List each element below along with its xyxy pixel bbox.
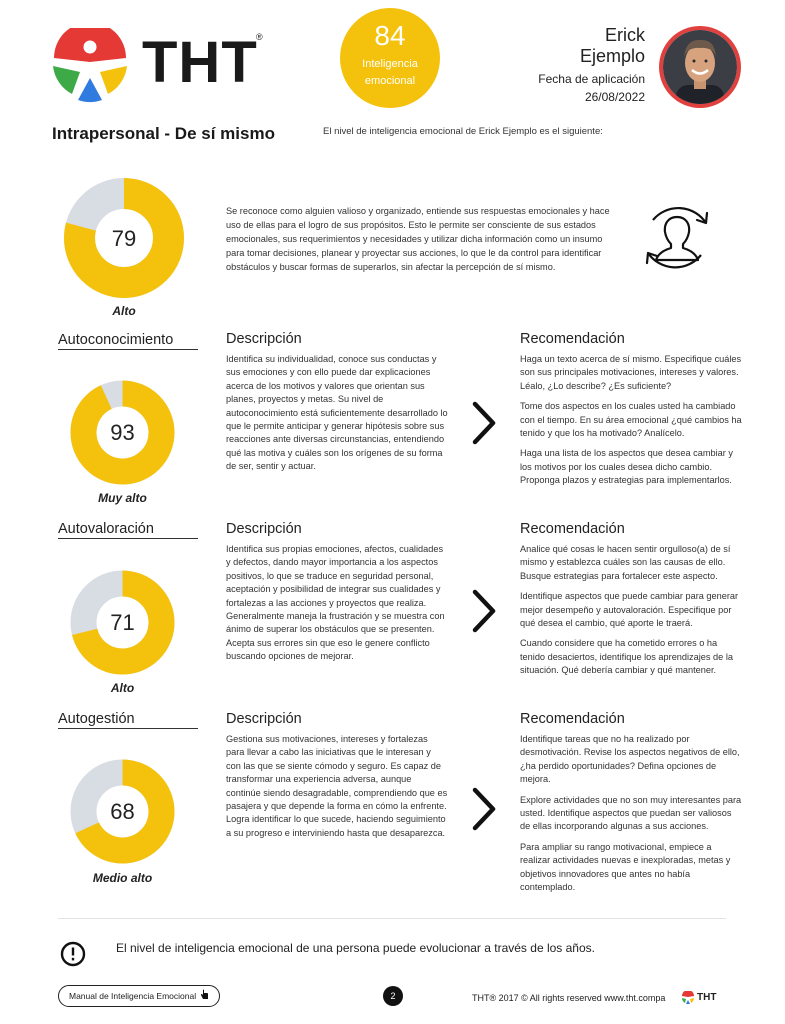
autovaloracion-description: Identifica sus propias emociones, afectos, cualidades y defectos, dando mayor importancia a los aspectos positivos, lo que se traduce en seguridad personal, aceptación y posibilidad de integrar sus cualidades y fortalezas a las acciones y proyectos que realiza. Generalmente maneja la frustración y se muestra con ánimo de superar los obstáculos que se presenten. Acepta sus errores sin que eso le genere conflicto buscando opciones de mejorar. (226, 544, 445, 662)
application-date (538, 70, 645, 106)
autovaloracion-level: Alto (110, 681, 135, 695)
person-cycle-icon (636, 197, 718, 279)
chevron-right-icon (468, 786, 498, 832)
manual-button[interactable] (58, 985, 220, 1007)
overall-score: 84 (374, 20, 406, 51)
date-value: 26/08/2022 (584, 90, 645, 104)
overall-score-badge (340, 8, 440, 108)
autoconocimiento-description-heading: Descripción (226, 331, 302, 347)
chevron-right-icon (468, 400, 498, 446)
main-score-value: 79 (111, 226, 137, 251)
chevron-right-icon (468, 588, 498, 634)
subsection-title-autovaloracion: Autovaloración (58, 521, 198, 539)
autoconocimiento-score: 93 (110, 420, 135, 445)
user-name (580, 25, 645, 67)
manual-button-label: Manual de Inteligencia Emocional (69, 991, 197, 1001)
autoconocimiento-description: Identifica su individualidad, conoce sus conductas y sus emociones y con ello puede dar explicaciones acerca de los motivos y valores que orientan sus planes, proyectos y metas. Su nivel de autoconocimiento está suficientemente desarrollado lo que le permite anticipar y generar hipótesis sobre sus reacciones ante diversas circunstancias, entendiendo qué las motiva y cuáles son los orígenes de su forma de ser, sentir y actuar. (226, 354, 448, 472)
tht-logo-icon (50, 28, 130, 108)
subsection-title-autogestion: Autogestión (58, 711, 198, 729)
autoconocimiento-recommendations (520, 353, 742, 495)
recommendation-item: Explore actividades que no son muy interesantes para usted. Identifique aspectos que puedan ser valiosos de ellas incorporando algunas a sus acciones. (520, 794, 742, 832)
page-number: 2 (383, 986, 403, 1006)
autovaloracion-score: 71 (110, 610, 135, 635)
autogestion-description-heading: Descripción (226, 711, 302, 727)
recommendation-item: Para ampliar su rango motivacional, empiece a realizar actividades nuevas e inexploradas, metas y objetivos innovadores que antes no había contemplado. (520, 841, 731, 893)
footer-note: El nivel de inteligencia emocional de una persona puede evolucionar a través de los años. (116, 941, 595, 955)
overall-score-label (340, 56, 440, 90)
score-label-line2: emocional (364, 75, 416, 87)
copyright: THT® 2017 © All rights reserved www.tht.compa (472, 993, 666, 1003)
main-level: Alto (112, 304, 136, 318)
autogestion-score: 68 (110, 799, 135, 824)
autovaloracion-recommendation-heading: Recomendación (520, 521, 625, 537)
score-label-line1: Inteligencia (362, 58, 418, 70)
subsection-title-autoconocimiento: Autoconocimiento (58, 332, 198, 350)
alert-circle-icon (60, 941, 86, 967)
section-intro: El nivel de inteligencia emocional de Erick Ejemplo es el siguiente: (323, 126, 603, 137)
user-photo (658, 25, 742, 109)
recommendation-item: Haga un texto acerca de sí mismo. Especifique cuáles son sus principales motivaciones, intereses y valores. Léalo, ¿Lo describe? ¿Es suficiente? (520, 354, 742, 391)
autogestion-recommendations (520, 733, 742, 901)
date-label: Fecha de aplicación (538, 72, 645, 86)
recommendation-item: Haga una lista de los aspectos que desea cambiar y los motivos por los cuales desea dicho cambio. Proponga plazos y estrategias para implementarlos. (520, 448, 733, 486)
recommendation-item: Identifique tareas que no ha realizado por desmotivación. Revise los aspectos negativos de ello, ¿ha perdido oportunidades? Defina opciones de mejora. (520, 734, 740, 785)
section-title: Intrapersonal - De sí mismo (52, 124, 275, 143)
registered-mark: ® (256, 32, 263, 42)
autogestion-recommendation-heading: Recomendación (520, 711, 625, 727)
footer-divider (58, 918, 726, 919)
recommendation-item: Tome dos aspectos en los cuales usted ha cambiado con el tiempo. En su área emocional ¿qué cambios ha tenido y que los ha motivado? Analícelo. (520, 401, 742, 439)
tht-mini-logo-icon (681, 991, 695, 1005)
autogestion-description: Gestiona sus motivaciones, intereses y fortalezas para llevar a cabo las iniciativas que le interesan y con las que se siente cómodo y seguro. Es capaz de transformar una experiencia adversa, aunque continúe siendo desagradable, comprendiendo que es pasajera y que depende la forma en cómo la enfrente. Logra identificar lo que sucede, haciendo seguimiento a su progreso e interviniendo hasta que desaparezca. (226, 734, 448, 838)
autovaloracion-description-heading: Descripción (226, 521, 302, 537)
logo-wordmark: THT (142, 30, 258, 95)
user-first-name: Erick (605, 25, 645, 45)
section-text: Se reconoce como alguien valioso y organizado, entiende sus respuestas emocionales y hace uso de ellas para el logro de sus propósitos. Esto le permite ser consciente de sus estados emocionales, sus requerimientos y necesidades y utilizar dicha información como un insumo para tomar decisiones, planear y proyectar sus acciones, lo que le da control para identificar obstáculos y buscar formas de superarlos, sin afectar la percepción de sí mismo. (226, 206, 610, 272)
recommendation-item: Cuando considere que ha cometido errores o ha tenido desaciertos, identifique los aprendizajes de la situación. Qué debería cambiar y qué mantener. (520, 638, 733, 676)
recommendation-item: Identifique aspectos que puede cambiar para generar mejor desempeño y autovaloración. Especifique por qué desea el cambio, qué aporte le traerá. (520, 591, 739, 629)
autoconocimiento-level: Muy alto (98, 491, 147, 505)
autovaloracion-recommendations (520, 543, 742, 685)
user-last-name: Ejemplo (579, 46, 645, 66)
recommendation-item: Analice qué cosas le hacen sentir orgulloso(a) de sí mismo y establezca cuáles son las causas de ello. Busque estrategias para fortalecer este aspecto. (520, 544, 731, 581)
mini-brand: THT (697, 992, 717, 1003)
hand-pointer-icon (200, 989, 209, 1000)
autoconocimiento-recommendation-heading: Recomendación (520, 331, 625, 347)
autogestion-level: Medio alto (92, 871, 153, 885)
